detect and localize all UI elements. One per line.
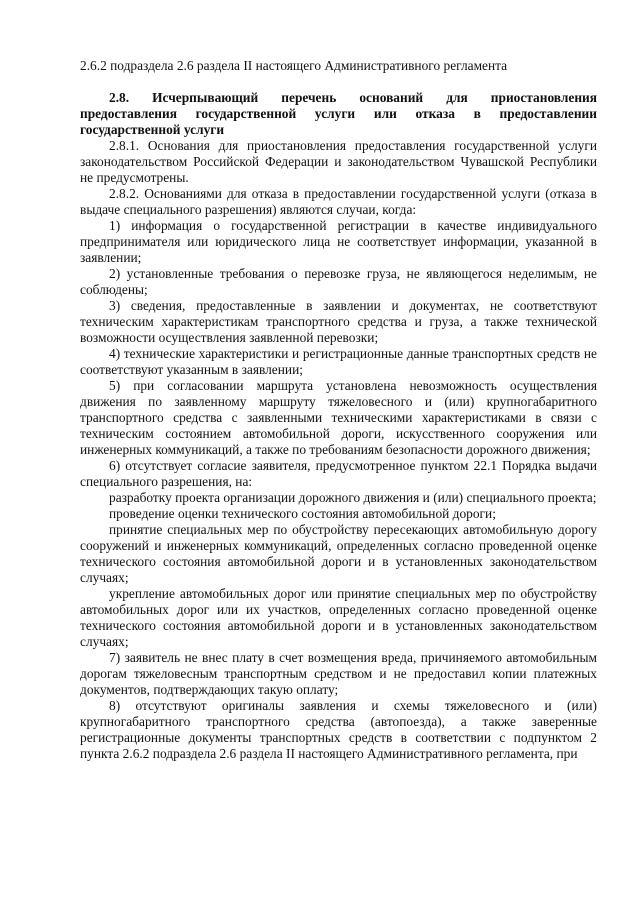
sub-item-reinforcement: укрепление автомобильных дорог или принятие специальных мер по обустройству автомобильных дорог или их участков, определенных согласно проведенной оценке технического состояния автомобильной дороги и в установленных законодательством случаях;	[80, 586, 597, 649]
paragraph-2-8-1: 2.8.1. Основания для приостановления предоставления государственной услуги законодательством Российской Федерации и законодательством Чувашской Республики не предусмотрены.	[80, 138, 597, 185]
list-item-4: 4) технические характеристики и регистрационные данные транспортных средств не соответствуют указанным в заявлении;	[80, 346, 597, 377]
list-item-6: 6) отсутствует согласие заявителя, предусмотренное пунктом 22.1 Порядка выдачи специального разрешения, на:	[80, 458, 597, 489]
list-item-7: 7) заявитель не внес плату в счет возмещения вреда, причиняемого автомобильным дорогам тяжеловесным транспортным средством и не предоставил копии платежных документов, подтверждающих такую оплату;	[80, 650, 597, 697]
section-heading: 2.8. Исчерпывающий перечень оснований для приостановления предоставления государственной услуги или отказа в предоставлении государственной услуги	[80, 90, 597, 137]
document-page	[80, 58, 597, 762]
sub-item-project: разработку проекта организации дорожного движения и (или) специального проекта;	[109, 490, 597, 505]
list-item-1: 1) информация о государственной регистрации в качестве индивидуального предпринимателя или юридического лица не соответствует информации, указанной в заявлении;	[80, 218, 597, 265]
paragraph-2-8-2: 2.8.2. Основаниями для отказа в предоставлении государственной услуги (отказа в выдаче специального разрешения) являются случаи, когда:	[80, 186, 597, 217]
list-item-8: 8) отсутствуют оригиналы заявления и схемы тяжеловесного и (или) крупногабаритного транспортного средства (автопоезда), а также заверенные регистрационные документы транспортных средств в соответствии с подпунктом 2 пункта 2.6.2 подраздела 2.6 раздела II настоящего Административного регламента, при	[80, 698, 597, 761]
list-item-2: 2) установленные требования о перевозке груза, не являющегося неделимым, не соблюдены;	[80, 266, 597, 297]
sub-item-assessment: проведение оценки технического состояния автомобильной дороги;	[109, 506, 496, 521]
sub-item-special-measures: принятие специальных мер по обустройству пересекающих автомобильную дорогу сооружений и инженерных коммуникаций, определенных согласно проведенной оценке технического состояния автомобильной дороги и в установленных законодательством случаях;	[80, 522, 597, 585]
list-item-3: 3) сведения, предоставленные в заявлении и документах, не соответствуют техническим характеристикам транспортного средства и груза, а также технической возможности осуществления заявленной перевозки;	[80, 298, 597, 345]
continued-text-line: 2.6.2 подраздела 2.6 раздела II настоящего Административного регламента	[80, 58, 508, 73]
list-item-5: 5) при согласовании маршрута установлена невозможность осуществления движения по заявленному маршруту тяжеловесного и (или) крупногабаритного транспортного средства с заявленными техническими характеристиками в связи с техническим состоянием автомобильной дороги, искусственного сооружения или инженерных коммуникаций, а также по требованиям безопасности дорожного движения;	[80, 378, 597, 457]
